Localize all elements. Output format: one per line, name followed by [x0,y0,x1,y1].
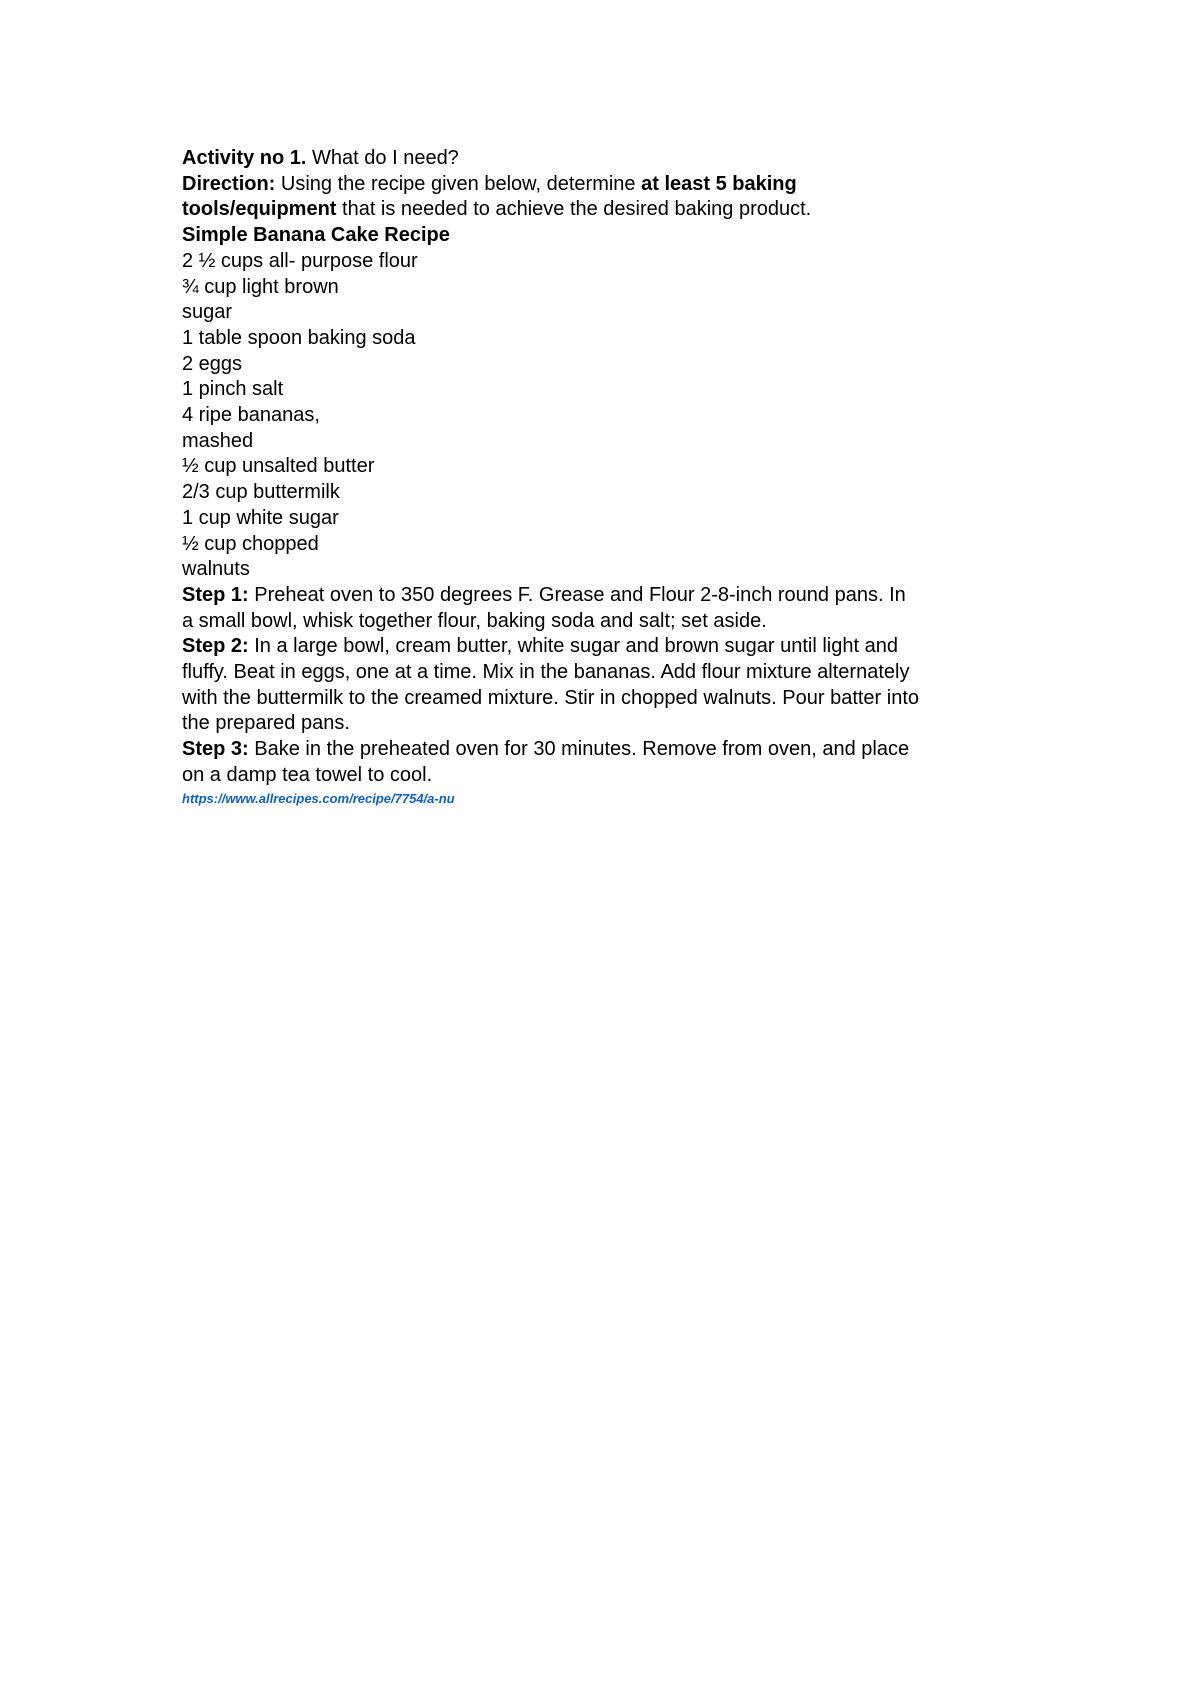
activity-label: Activity no 1. [182,147,307,169]
step-1 [182,583,1022,634]
ingredient-item: 2 ½ cups all- purpose flour [182,249,418,272]
ingredient-item: ½ cup unsalted butter [182,455,375,478]
step-2-line-3: with the buttermilk to the creamed mixture. Stir in chopped walnuts. Pour batter into [182,686,920,709]
activity-heading [182,146,1022,172]
ingredient-list [182,249,1022,583]
step-3-label: Step 3: [182,738,249,761]
recipe-title: Simple Banana Cake Recipe [182,224,450,247]
ingredient-item: 1 cup white sugar [182,506,339,529]
step-3-line-2: on a damp tea towel to cool. [182,763,433,786]
source-link[interactable]: https://www.allrecipes.com/recipe/7754/a-nu [182,790,455,806]
step-3-text: Bake in the preheated oven for 30 minutes. Remove from oven, and place [248,738,910,761]
direction-text-after: that is needed to achieve the desired baking product. [336,198,812,221]
direction-emphasis-2: tools/equipment [182,198,337,221]
step-2-line-2: fluffy. Beat in eggs, one at a time. Mix in the bananas. Add flour mixture alternately [182,661,910,684]
ingredient-item: 4 ripe bananas, [182,404,320,427]
activity-title: What do I need? [306,147,459,169]
direction-text-before: Using the recipe given below, determine [275,172,642,195]
step-1-line-2: a small bowl, whisk together flour, baking soda and salt; set aside. [182,609,767,632]
ingredient-item: 2/3 cup buttermilk [182,481,340,504]
ingredient-item: ¾ cup light brown [182,275,339,298]
document-content [182,146,1022,809]
step-1-label: Step 1: [182,583,249,606]
direction-emphasis-1: at least 5 baking [641,172,797,195]
ingredient-item: 2 eggs [182,352,243,375]
step-1-line-1 [182,583,1022,609]
ingredient-item: sugar [182,301,233,324]
ingredient-item: 1 table spoon baking soda [182,326,416,349]
step-2-label: Step 2: [182,635,249,658]
step-3 [182,737,1022,788]
direction-line-2 [182,197,1022,223]
step-2 [182,634,1022,737]
step-3-line-1 [182,737,1022,763]
ingredient-item: mashed [182,429,254,452]
step-2-line-1 [182,634,1022,660]
direction-label: Direction: [182,172,276,195]
step-2-line-4: the prepared pans. [182,712,350,735]
direction-line-1 [182,172,1022,198]
ingredient-item: ½ cup chopped [182,532,319,555]
ingredient-item: 1 pinch salt [182,378,284,401]
step-2-text: In a large bowl, cream butter, white sugar and brown sugar until light and [248,635,898,658]
ingredient-item: walnuts [182,558,250,581]
step-1-text: Preheat oven to 350 degrees F. Grease and Flour 2-8-inch round pans. In [248,583,906,606]
